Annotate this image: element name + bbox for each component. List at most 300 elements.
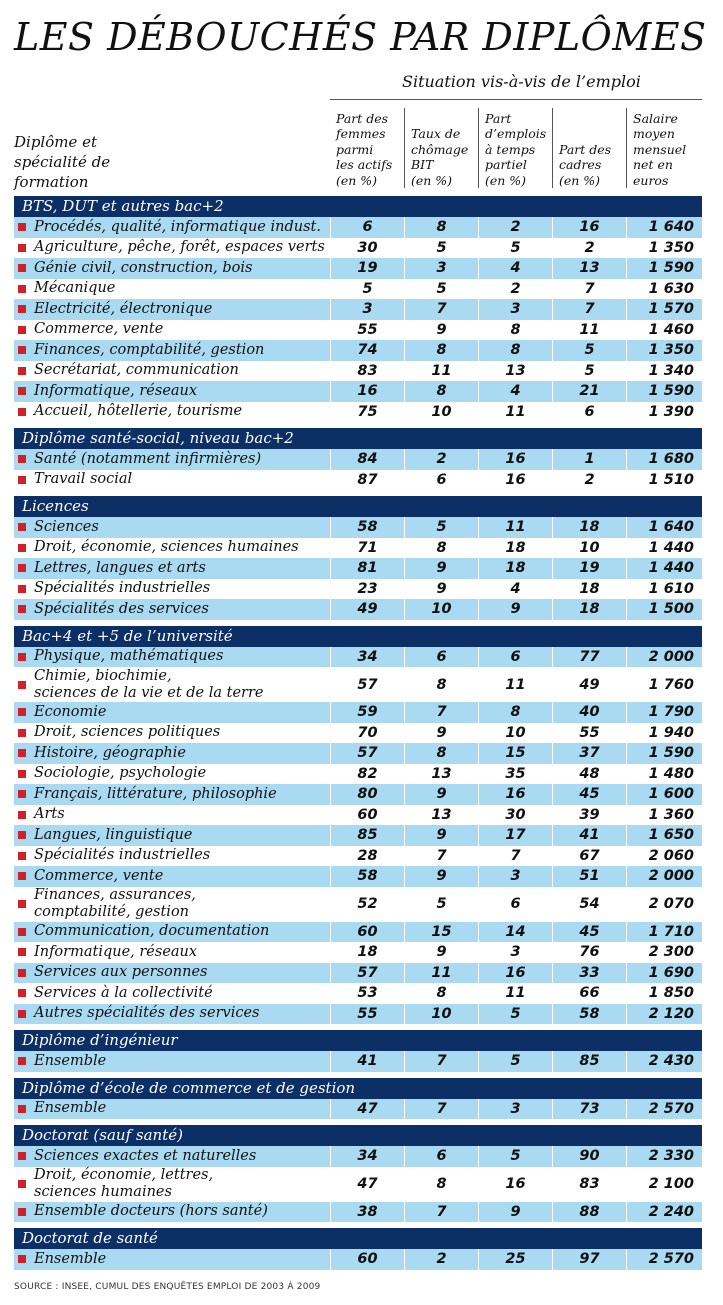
- row-label-text: Services à la collectivité: [34, 984, 213, 1001]
- table-cell: 1 640: [626, 517, 702, 538]
- table-cell: 58: [330, 866, 404, 887]
- source-note: SOURCE : INSEE, CUMUL DES ENQUÊTES EMPLOI DE 2003 À 2009: [14, 1282, 321, 1292]
- table-cell: 1 680: [626, 449, 702, 470]
- table-row: [14, 470, 702, 491]
- table-cell: 7: [552, 299, 626, 320]
- bullet-square-icon: [18, 969, 26, 977]
- table-cell: 3: [330, 299, 404, 320]
- table-cell: 1 500: [626, 599, 702, 620]
- table-row: [14, 1051, 702, 1072]
- table-cell: 25: [478, 1249, 552, 1270]
- row-label: [14, 560, 330, 577]
- row-label-text: Physique, mathématiques: [34, 648, 224, 665]
- table-cell: 2: [478, 279, 552, 300]
- table-cell: 9: [404, 723, 478, 744]
- row-label: [14, 765, 330, 782]
- table-cell: 53: [330, 983, 404, 1004]
- table-cell: 34: [330, 647, 404, 668]
- table-row: [14, 764, 702, 785]
- table-row: [14, 702, 702, 723]
- row-label-text: Histoire, géographie: [34, 744, 186, 761]
- bullet-square-icon: [18, 585, 26, 593]
- table-cell: 1 360: [626, 805, 702, 826]
- table-cell: 6: [404, 1146, 478, 1167]
- table-cell: 13: [552, 258, 626, 279]
- table-cell: 7: [404, 1099, 478, 1120]
- table-cell: 88: [552, 1202, 626, 1223]
- table-row: [14, 381, 702, 402]
- table-cell: 81: [330, 558, 404, 579]
- table-cell: 9: [404, 784, 478, 805]
- bullet-square-icon: [18, 1208, 26, 1216]
- table-cell: 2 330: [626, 1146, 702, 1167]
- table-cell: 4: [478, 258, 552, 279]
- row-label: [14, 868, 330, 885]
- table-cell: 1 510: [626, 470, 702, 491]
- bullet-square-icon: [18, 1152, 26, 1160]
- row-label: [14, 301, 330, 318]
- row-label: [14, 1203, 330, 1220]
- table-cell: 57: [330, 963, 404, 984]
- section-header: Diplôme santé-social, niveau bac+2: [14, 428, 702, 449]
- row-label-text: Génie civil, construction, bois: [34, 259, 253, 276]
- table-cell: 48: [552, 764, 626, 785]
- table-cell: 87: [330, 470, 404, 491]
- table-cell: 54: [552, 887, 626, 922]
- bullet-square-icon: [18, 346, 26, 354]
- table-row: [14, 217, 702, 238]
- table-cell: 23: [330, 579, 404, 600]
- row-label: [14, 1053, 330, 1070]
- table-cell: 13: [404, 764, 478, 785]
- row-label-text: Secrétariat, communication: [34, 362, 239, 379]
- table-cell: 16: [552, 217, 626, 238]
- table-cell: 4: [478, 579, 552, 600]
- table-row: [14, 238, 702, 259]
- table-cell: 3: [478, 942, 552, 963]
- table-cell: 18: [478, 558, 552, 579]
- bullet-square-icon: [18, 605, 26, 613]
- row-label: [14, 1251, 330, 1268]
- table-cell: 4: [478, 381, 552, 402]
- table-cell: 7: [478, 846, 552, 867]
- table-cell: 5: [478, 1004, 552, 1025]
- table-cell: 1 350: [626, 238, 702, 259]
- table-cell: 8: [404, 743, 478, 764]
- table-cell: 3: [478, 866, 552, 887]
- table-cell: 2: [404, 1249, 478, 1270]
- table-cell: 97: [552, 1249, 626, 1270]
- table-cell: 73: [552, 1099, 626, 1120]
- table-row: [14, 517, 702, 538]
- table-cell: 85: [552, 1051, 626, 1072]
- table-cell: 8: [404, 538, 478, 559]
- bullet-square-icon: [18, 1057, 26, 1065]
- bullet-square-icon: [18, 523, 26, 531]
- table-row: [14, 647, 702, 668]
- table-row: [14, 299, 702, 320]
- table-cell: 85: [330, 825, 404, 846]
- table-cell: 5: [404, 517, 478, 538]
- table-cell: 1 570: [626, 299, 702, 320]
- table-cell: 3: [404, 258, 478, 279]
- row-label-text: Accueil, hôtellerie, tourisme: [34, 403, 243, 420]
- row-label: [14, 887, 330, 921]
- table-row: [14, 579, 702, 600]
- row-label-text: Droit, sciences politiques: [34, 724, 221, 741]
- table-cell: 7: [552, 279, 626, 300]
- table-row: [14, 1167, 702, 1202]
- row-label-text: Sciences exactes et naturelles: [34, 1147, 257, 1164]
- column-group-rule: [330, 99, 702, 100]
- table-cell: 8: [404, 217, 478, 238]
- table-cell: 9: [478, 599, 552, 620]
- table-cell: 18: [330, 942, 404, 963]
- table-row: [14, 825, 702, 846]
- table-cell: 60: [330, 805, 404, 826]
- table-cell: 3: [478, 299, 552, 320]
- table-cell: 41: [330, 1051, 404, 1072]
- table-cell: 1 640: [626, 217, 702, 238]
- row-label: [14, 580, 330, 597]
- table-cell: 35: [478, 764, 552, 785]
- table-row: [14, 340, 702, 361]
- row-label-text: Santé (notamment infirmières): [34, 450, 262, 467]
- table-cell: 1 650: [626, 825, 702, 846]
- table-cell: 8: [478, 340, 552, 361]
- column-header-part-time: Part d’emplois à temps partiel (en %): [478, 108, 552, 188]
- table-cell: 66: [552, 983, 626, 1004]
- table-cell: 6: [404, 470, 478, 491]
- table-cell: 33: [552, 963, 626, 984]
- row-label: [14, 471, 330, 488]
- table-cell: 5: [330, 279, 404, 300]
- table-cell: 1 390: [626, 402, 702, 423]
- table-cell: 1 350: [626, 340, 702, 361]
- bullet-square-icon: [18, 223, 26, 231]
- row-label: [14, 827, 330, 844]
- table-cell: 1 440: [626, 558, 702, 579]
- table-cell: 18: [552, 579, 626, 600]
- row-label: [14, 260, 330, 277]
- table-cell: 49: [330, 599, 404, 620]
- table-cell: 1 940: [626, 723, 702, 744]
- row-label: [14, 786, 330, 803]
- row-label: [14, 668, 330, 702]
- table-cell: 5: [478, 238, 552, 259]
- table-cell: 51: [552, 866, 626, 887]
- row-label-text: Economie: [34, 703, 107, 720]
- table-cell: 1 690: [626, 963, 702, 984]
- bullet-square-icon: [18, 811, 26, 819]
- table-cell: 8: [404, 983, 478, 1004]
- row-label: [14, 847, 330, 864]
- table-row: [14, 558, 702, 579]
- table-cell: 9: [404, 942, 478, 963]
- row-label: [14, 1167, 330, 1201]
- section-header: BTS, DUT et autres bac+2: [14, 196, 702, 217]
- table-cell: 5: [478, 1051, 552, 1072]
- table-cell: 60: [330, 922, 404, 943]
- table-cell: 1 850: [626, 983, 702, 1004]
- bullet-square-icon: [18, 872, 26, 880]
- row-label: [14, 1148, 330, 1165]
- table-cell: 9: [404, 825, 478, 846]
- row-label-text: Sciences: [34, 518, 99, 535]
- table-cell: 5: [404, 887, 478, 922]
- row-label-text: Mécanique: [34, 280, 116, 297]
- table-cell: 58: [330, 517, 404, 538]
- table-cell: 45: [552, 784, 626, 805]
- table-row: [14, 743, 702, 764]
- table-row: [14, 983, 702, 1004]
- bullet-square-icon: [18, 708, 26, 716]
- table-cell: 76: [552, 942, 626, 963]
- table-cell: 8: [478, 702, 552, 723]
- table-cell: 82: [330, 764, 404, 785]
- table-row: [14, 1099, 702, 1120]
- table-cell: 11: [404, 963, 478, 984]
- table-cell: 47: [330, 1167, 404, 1202]
- table-cell: 10: [404, 599, 478, 620]
- table-cell: 11: [552, 320, 626, 341]
- bullet-square-icon: [18, 729, 26, 737]
- row-label: [14, 923, 330, 940]
- table-cell: 8: [404, 667, 478, 702]
- table-cell: 55: [330, 1004, 404, 1025]
- table-cell: 5: [552, 361, 626, 382]
- row-label: [14, 403, 330, 420]
- table-cell: 83: [552, 1167, 626, 1202]
- table-cell: 30: [330, 238, 404, 259]
- table-cell: 45: [552, 922, 626, 943]
- row-label-text: Ensemble: [34, 1250, 107, 1267]
- bullet-square-icon: [18, 264, 26, 272]
- bullet-square-icon: [18, 749, 26, 757]
- table-cell: 1 630: [626, 279, 702, 300]
- row-label: [14, 342, 330, 359]
- column-header-women: Part des femmes parmi les actifs (en %): [336, 110, 393, 188]
- table-cell: 16: [478, 449, 552, 470]
- table-cell: 2 570: [626, 1249, 702, 1270]
- page-title: LES DÉBOUCHÉS PAR DIPLÔMES: [14, 15, 707, 59]
- table-row: [14, 866, 702, 887]
- table-cell: 10: [404, 402, 478, 423]
- table-cell: 10: [478, 723, 552, 744]
- table-cell: 2 300: [626, 942, 702, 963]
- table-cell: 11: [404, 361, 478, 382]
- table-cell: 15: [404, 922, 478, 943]
- table-cell: 34: [330, 1146, 404, 1167]
- table-cell: 10: [552, 538, 626, 559]
- table-row: [14, 258, 702, 279]
- table-cell: 11: [478, 402, 552, 423]
- section-header: Diplôme d’ingénieur: [14, 1030, 702, 1051]
- table-cell: 47: [330, 1099, 404, 1120]
- row-label: [14, 985, 330, 1002]
- bullet-square-icon: [18, 476, 26, 484]
- table-row: [14, 963, 702, 984]
- table-row: [14, 279, 702, 300]
- row-label: [14, 806, 330, 823]
- table-cell: 6: [552, 402, 626, 423]
- table-cell: 16: [478, 470, 552, 491]
- row-label-text: Informatique, réseaux: [34, 943, 198, 960]
- table-cell: 2 120: [626, 1004, 702, 1025]
- bullet-square-icon: [18, 408, 26, 416]
- table-cell: 49: [552, 667, 626, 702]
- bullet-square-icon: [18, 681, 26, 689]
- row-label-text: Spécialités industrielles: [34, 847, 211, 864]
- row-label: [14, 648, 330, 665]
- table-cell: 1 790: [626, 702, 702, 723]
- table-cell: 41: [552, 825, 626, 846]
- table-cell: 9: [404, 558, 478, 579]
- row-label: [14, 451, 330, 468]
- table-cell: 59: [330, 702, 404, 723]
- table-row: [14, 1249, 702, 1270]
- table-cell: 17: [478, 825, 552, 846]
- table-cell: 30: [478, 805, 552, 826]
- row-label: [14, 383, 330, 400]
- row-label-text: Ensemble: [34, 1052, 107, 1069]
- bullet-square-icon: [18, 367, 26, 375]
- column-header-executives: Part des cadres (en %): [552, 108, 626, 188]
- column-header-unemployment: Taux de chômage BIT (en %): [404, 108, 478, 188]
- table-cell: 55: [330, 320, 404, 341]
- row-label-text: Langues, linguistique: [34, 826, 193, 843]
- table-cell: 9: [404, 866, 478, 887]
- table-cell: 2 000: [626, 647, 702, 668]
- row-label-text: Arts: [34, 806, 65, 823]
- table-cell: 1 440: [626, 538, 702, 559]
- table-cell: 9: [478, 1202, 552, 1223]
- bullet-square-icon: [18, 455, 26, 463]
- table-cell: 57: [330, 667, 404, 702]
- table-cell: 1 590: [626, 258, 702, 279]
- table-row: [14, 667, 702, 702]
- row-label-text: Lettres, langues et arts: [34, 559, 206, 576]
- row-label-text: Commerce, vente: [34, 867, 164, 884]
- table-cell: 13: [478, 361, 552, 382]
- table-cell: 19: [330, 258, 404, 279]
- row-label-text: Spécialités industrielles: [34, 580, 211, 597]
- table-cell: 8: [404, 340, 478, 361]
- table-row: [14, 1004, 702, 1025]
- row-label: [14, 1005, 330, 1022]
- column-group-title: Situation vis-à-vis de l’emploi: [402, 72, 641, 91]
- table-cell: 2 240: [626, 1202, 702, 1223]
- bullet-square-icon: [18, 564, 26, 572]
- table-cell: 74: [330, 340, 404, 361]
- row-label-text: Ensemble: [34, 1100, 107, 1117]
- bullet-square-icon: [18, 387, 26, 395]
- table-cell: 5: [552, 340, 626, 361]
- bullet-square-icon: [18, 770, 26, 778]
- table-cell: 70: [330, 723, 404, 744]
- row-label-text: Chimie, biochimie, sciences de la vie et de la terre: [34, 667, 264, 701]
- row-label: [14, 724, 330, 741]
- row-label-text: Français, littérature, philosophie: [34, 785, 277, 802]
- table-cell: 77: [552, 647, 626, 668]
- table-cell: 7: [404, 299, 478, 320]
- table-cell: 84: [330, 449, 404, 470]
- table-cell: 67: [552, 846, 626, 867]
- table-cell: 1 460: [626, 320, 702, 341]
- table-cell: 55: [552, 723, 626, 744]
- bullet-square-icon: [18, 790, 26, 798]
- table-row: [14, 1202, 702, 1223]
- table-cell: 2 070: [626, 887, 702, 922]
- section-header: Diplôme d’école de commerce et de gestion: [14, 1078, 702, 1099]
- table-cell: 3: [478, 1099, 552, 1120]
- table-cell: 16: [478, 963, 552, 984]
- table-cell: 2: [404, 449, 478, 470]
- table-cell: 75: [330, 402, 404, 423]
- table-cell: 60: [330, 1249, 404, 1270]
- section-header: Doctorat (sauf santé): [14, 1125, 702, 1146]
- table-row: [14, 402, 702, 423]
- table-row: [14, 784, 702, 805]
- table-row: [14, 846, 702, 867]
- table-cell: 16: [330, 381, 404, 402]
- section-header: Doctorat de santé: [14, 1228, 702, 1249]
- table-cell: 18: [552, 517, 626, 538]
- table-cell: 9: [404, 320, 478, 341]
- table-cell: 5: [404, 238, 478, 259]
- table-row: [14, 887, 702, 922]
- row-label: [14, 964, 330, 981]
- table-cell: 7: [404, 1202, 478, 1223]
- table-cell: 2 060: [626, 846, 702, 867]
- table-cell: 2: [552, 470, 626, 491]
- row-label-text: Commerce, vente: [34, 321, 164, 338]
- bullet-square-icon: [18, 1105, 26, 1113]
- table-cell: 7: [404, 1051, 478, 1072]
- table-cell: 2: [552, 238, 626, 259]
- table-cell: 9: [404, 579, 478, 600]
- table-cell: 1 340: [626, 361, 702, 382]
- bullet-square-icon: [18, 1010, 26, 1018]
- bullet-square-icon: [18, 1180, 26, 1188]
- row-label: [14, 362, 330, 379]
- table-cell: 1 760: [626, 667, 702, 702]
- bullet-square-icon: [18, 989, 26, 997]
- table-cell: 14: [478, 922, 552, 943]
- table-cell: 2 430: [626, 1051, 702, 1072]
- table-cell: 52: [330, 887, 404, 922]
- table-cell: 1: [552, 449, 626, 470]
- row-label-text: Communication, documentation: [34, 923, 270, 940]
- table-cell: 11: [478, 667, 552, 702]
- table-row: [14, 320, 702, 341]
- row-label-text: Sociologie, psychologie: [34, 765, 207, 782]
- table-cell: 16: [478, 784, 552, 805]
- table-cell: 11: [478, 517, 552, 538]
- table-row: [14, 1146, 702, 1167]
- table-cell: 37: [552, 743, 626, 764]
- table-cell: 57: [330, 743, 404, 764]
- table-cell: 5: [404, 279, 478, 300]
- row-label: [14, 745, 330, 762]
- row-label-text: Autres spécialités des services: [34, 1005, 260, 1022]
- table-cell: 13: [404, 805, 478, 826]
- bullet-square-icon: [18, 900, 26, 908]
- row-label-text: Procédés, qualité, informatique indust.: [34, 218, 321, 235]
- bullet-square-icon: [18, 948, 26, 956]
- table-cell: 40: [552, 702, 626, 723]
- table-cell: 19: [552, 558, 626, 579]
